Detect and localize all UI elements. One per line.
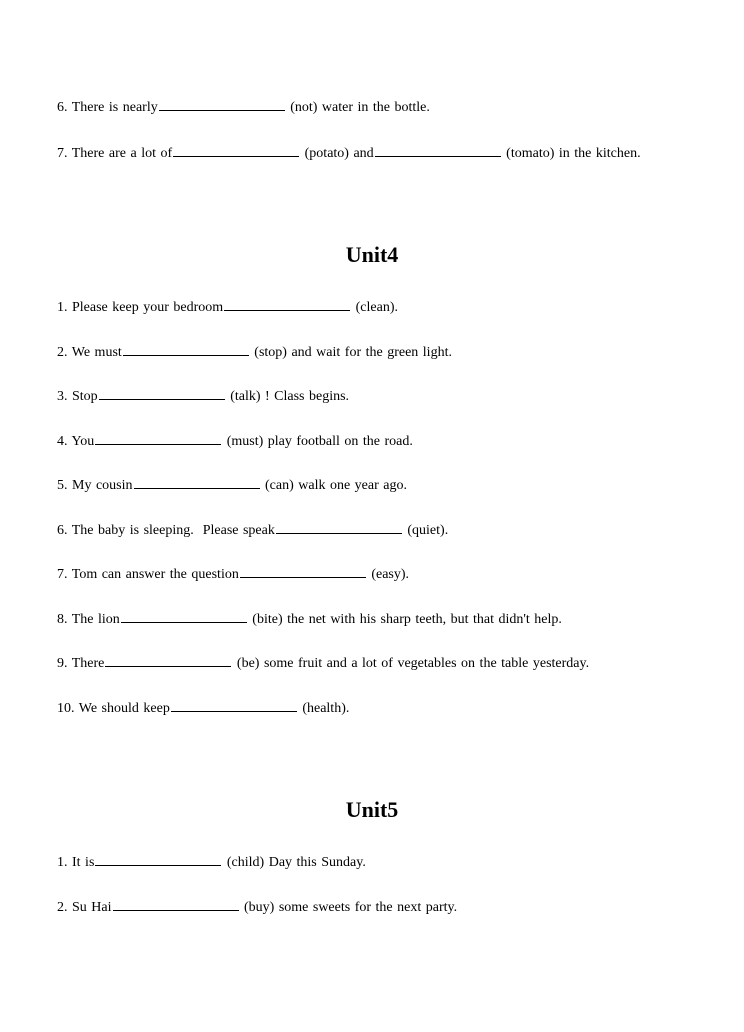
item-text-middle: (potato) and xyxy=(300,146,374,161)
item-number: 5. xyxy=(57,478,68,493)
answer-blank[interactable] xyxy=(134,475,260,489)
answer-blank[interactable] xyxy=(240,564,366,578)
item-text-after: (child) Day this Sunday. xyxy=(222,855,366,870)
exercise-item xyxy=(57,653,589,673)
item-number: 10. xyxy=(57,701,75,716)
item-text-before: The lion xyxy=(71,612,120,627)
exercise-item xyxy=(57,431,413,451)
item-text-after: (must) play football on the road. xyxy=(222,434,413,449)
item-text-after: (quiet). xyxy=(402,523,449,538)
exercise-item xyxy=(57,386,349,406)
exercise-item xyxy=(57,143,641,163)
unit5-title: Unit5 xyxy=(345,797,399,822)
item-number: 1. xyxy=(57,300,68,315)
item-number: 7. xyxy=(57,567,68,582)
answer-blank[interactable] xyxy=(375,143,501,157)
answer-blank[interactable] xyxy=(113,897,239,911)
item-text-after: (bite) the net with his sharp teeth, but that didn't help. xyxy=(247,612,562,627)
exercise-item xyxy=(57,564,409,584)
item-text-before: Please keep your bedroom xyxy=(72,300,224,315)
unit4-title: Unit4 xyxy=(345,242,399,267)
item-number: 6. xyxy=(57,523,68,538)
item-text-before: The baby is sleeping. Please speak xyxy=(71,523,275,538)
item-text-after: (talk) ! Class begins. xyxy=(225,389,350,404)
answer-blank[interactable] xyxy=(121,609,247,623)
answer-blank[interactable] xyxy=(95,852,221,866)
item-number: 8. xyxy=(57,612,68,627)
item-text-before: Su Hai xyxy=(72,900,112,915)
item-number: 2. xyxy=(57,900,68,915)
item-number: 1. xyxy=(57,855,68,870)
answer-blank[interactable] xyxy=(105,653,231,667)
answer-blank[interactable] xyxy=(276,520,402,534)
item-text-before: You xyxy=(71,434,95,449)
answer-blank[interactable] xyxy=(224,297,350,311)
item-text-after: (health). xyxy=(297,701,350,716)
item-text-before: We must xyxy=(71,345,122,360)
item-text-after: (easy). xyxy=(366,567,410,582)
item-text-before: There xyxy=(71,656,105,671)
item-text-after: (can) walk one year ago. xyxy=(260,478,407,493)
exercise-item xyxy=(57,297,398,317)
exercise-item xyxy=(57,852,366,872)
item-number: 9. xyxy=(57,656,68,671)
item-number: 6. xyxy=(57,100,68,115)
item-text-after: (be) some fruit and a lot of vegetables on the table yesterday. xyxy=(232,656,590,671)
answer-blank[interactable] xyxy=(95,431,221,445)
exercise-item xyxy=(57,609,562,629)
item-number: 7. xyxy=(57,146,68,161)
answer-blank[interactable] xyxy=(173,143,299,157)
item-number: 2. xyxy=(57,345,68,360)
item-text-after: (not) water in the bottle. xyxy=(285,100,430,115)
item-text-before: We should keep xyxy=(78,701,170,716)
exercise-item xyxy=(57,342,452,362)
item-text-after: (clean). xyxy=(351,300,398,315)
item-text-before: Tom can answer the question xyxy=(71,567,239,582)
answer-blank[interactable] xyxy=(123,342,249,356)
item-text-before: My cousin xyxy=(72,478,133,493)
item-text-before: There is nearly xyxy=(71,100,158,115)
exercise-item xyxy=(57,97,430,117)
item-text-before: There are a lot of xyxy=(71,146,173,161)
item-text-after: (stop) and wait for the green light. xyxy=(249,345,452,360)
answer-blank[interactable] xyxy=(171,698,297,712)
answer-blank[interactable] xyxy=(99,386,225,400)
item-text-after: (tomato) in the kitchen. xyxy=(501,146,641,161)
item-text-after: (buy) some sweets for the next party. xyxy=(239,900,458,915)
item-number: 3. xyxy=(57,389,68,404)
exercise-item xyxy=(57,475,407,495)
exercise-item xyxy=(57,698,349,718)
item-text-before: It is xyxy=(72,855,95,870)
item-number: 4. xyxy=(57,434,68,449)
answer-blank[interactable] xyxy=(159,97,285,111)
exercise-item xyxy=(57,520,448,540)
exercise-item xyxy=(57,897,457,917)
item-text-before: Stop xyxy=(72,389,98,404)
